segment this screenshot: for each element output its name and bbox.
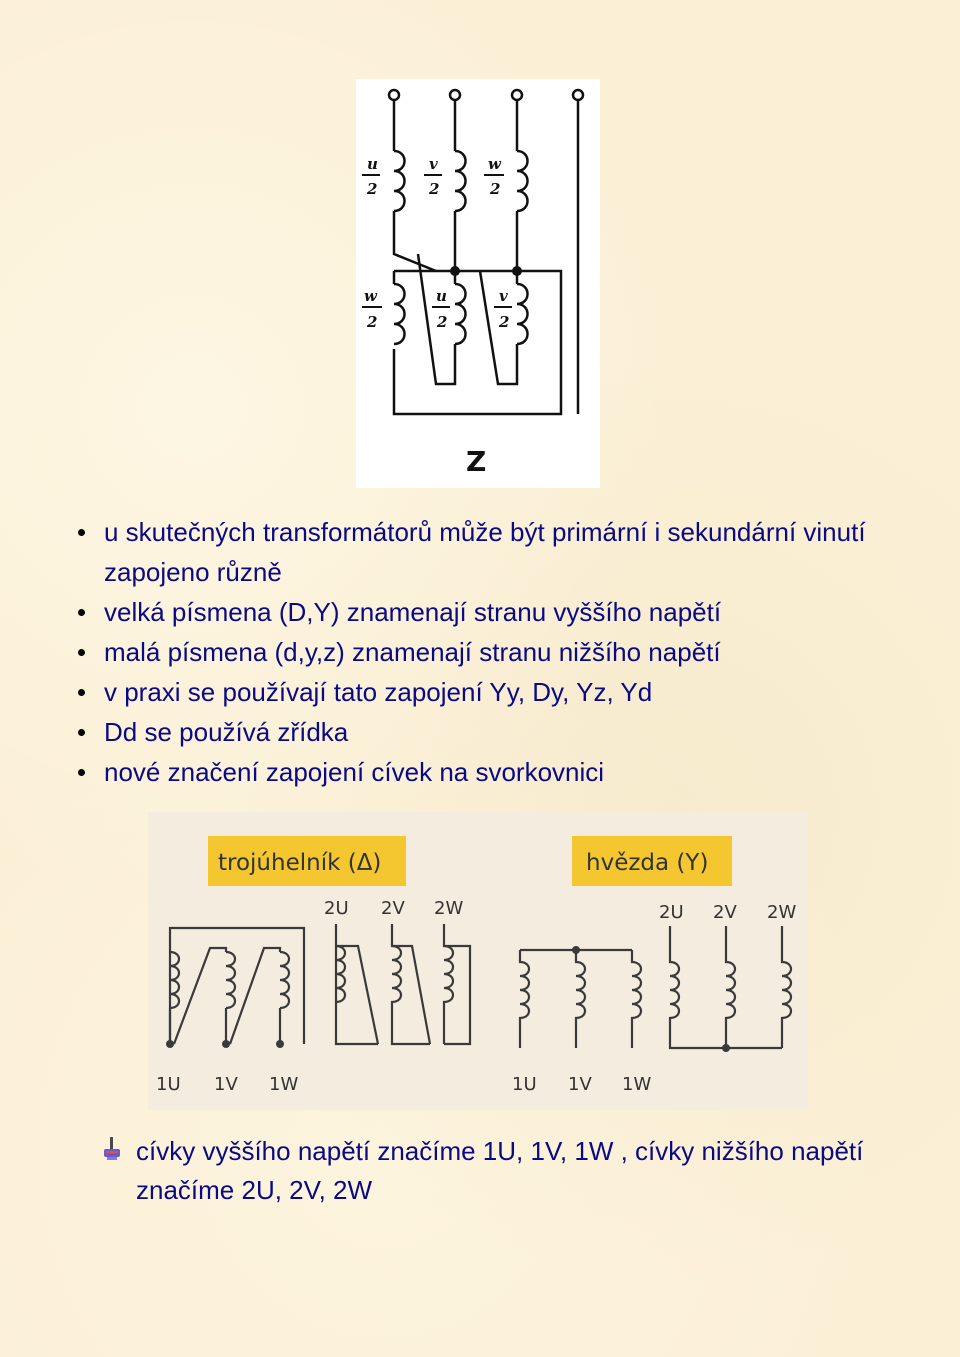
coil-label-bottom-2-den: 2	[437, 313, 448, 331]
list-item: velká písmena (D,Y) znamenají stranu vyššího napětí	[78, 592, 938, 632]
coil-label-top-3-den: 2	[490, 180, 501, 198]
bullet-icon	[78, 769, 85, 776]
list-item: Dd se používá zřídka	[78, 712, 938, 752]
delta-label: trojúhelník (Δ)	[218, 850, 382, 876]
coil-label-top-2-num: v	[429, 155, 438, 173]
star-terminal-1v: 1V	[568, 1074, 592, 1095]
zigzag-caption: Z	[466, 445, 487, 478]
coil-label-top-2-den: 2	[429, 180, 440, 198]
coil-label-top-1-den: 2	[367, 180, 378, 198]
star-terminal-1u: 1U	[512, 1074, 537, 1095]
bullet-icon	[78, 649, 85, 656]
bullet-list	[78, 512, 938, 792]
coil-label-top-3-num: w	[488, 155, 501, 173]
coil-label-bottom-1-den: 2	[367, 313, 378, 331]
list-item: malá písmena (d,y,z) znamenají stranu nižšího napětí	[78, 632, 938, 672]
delta-terminal-2u: 2U	[324, 898, 349, 919]
list-item: u skutečných transformátorů může být primární i sekundární vinutí zapojeno různě	[78, 512, 938, 592]
star-terminal-2v: 2V	[713, 902, 737, 923]
bullet-icon	[78, 529, 85, 536]
terminal-board-svg	[148, 812, 808, 1110]
star-label: hvězda (Y)	[586, 850, 709, 876]
delta-terminal-2v: 2V	[381, 898, 405, 919]
coil-label-bottom-3-den: 2	[499, 313, 510, 331]
list-item: nové značení zapojení cívek na svorkovnici	[78, 752, 938, 792]
note-text: cívky vyššího napětí značíme 1U, 1V, 1W , cívky nižšího napětí značíme 2U, 2V, 2W	[136, 1136, 864, 1205]
zigzag-winding-svg	[356, 79, 600, 488]
bullet-icon	[78, 609, 85, 616]
bullet-icon	[78, 729, 85, 736]
delta-terminal-1w: 1W	[269, 1074, 299, 1095]
delta-terminal-1u: 1U	[156, 1074, 181, 1095]
coil-label-bottom-3-num: v	[499, 287, 508, 305]
coil-label-top-1-num: u	[367, 155, 378, 173]
terminal-board-diagram	[148, 812, 808, 1110]
zigzag-winding-diagram	[356, 79, 600, 488]
pointing-hand-icon	[102, 1137, 124, 1161]
list-item: v praxi se používají tato zapojení Yy, Dy, Yz, Yd	[78, 672, 938, 712]
star-terminal-2u: 2U	[659, 902, 684, 923]
star-terminal-2w: 2W	[767, 902, 797, 923]
coil-label-bottom-1-num: w	[364, 287, 377, 305]
delta-terminal-2w: 2W	[434, 898, 464, 919]
coil-label-bottom-2-num: u	[436, 287, 447, 305]
star-terminal-1w: 1W	[622, 1074, 652, 1095]
bullet-icon	[78, 689, 85, 696]
delta-terminal-1v: 1V	[214, 1074, 238, 1095]
